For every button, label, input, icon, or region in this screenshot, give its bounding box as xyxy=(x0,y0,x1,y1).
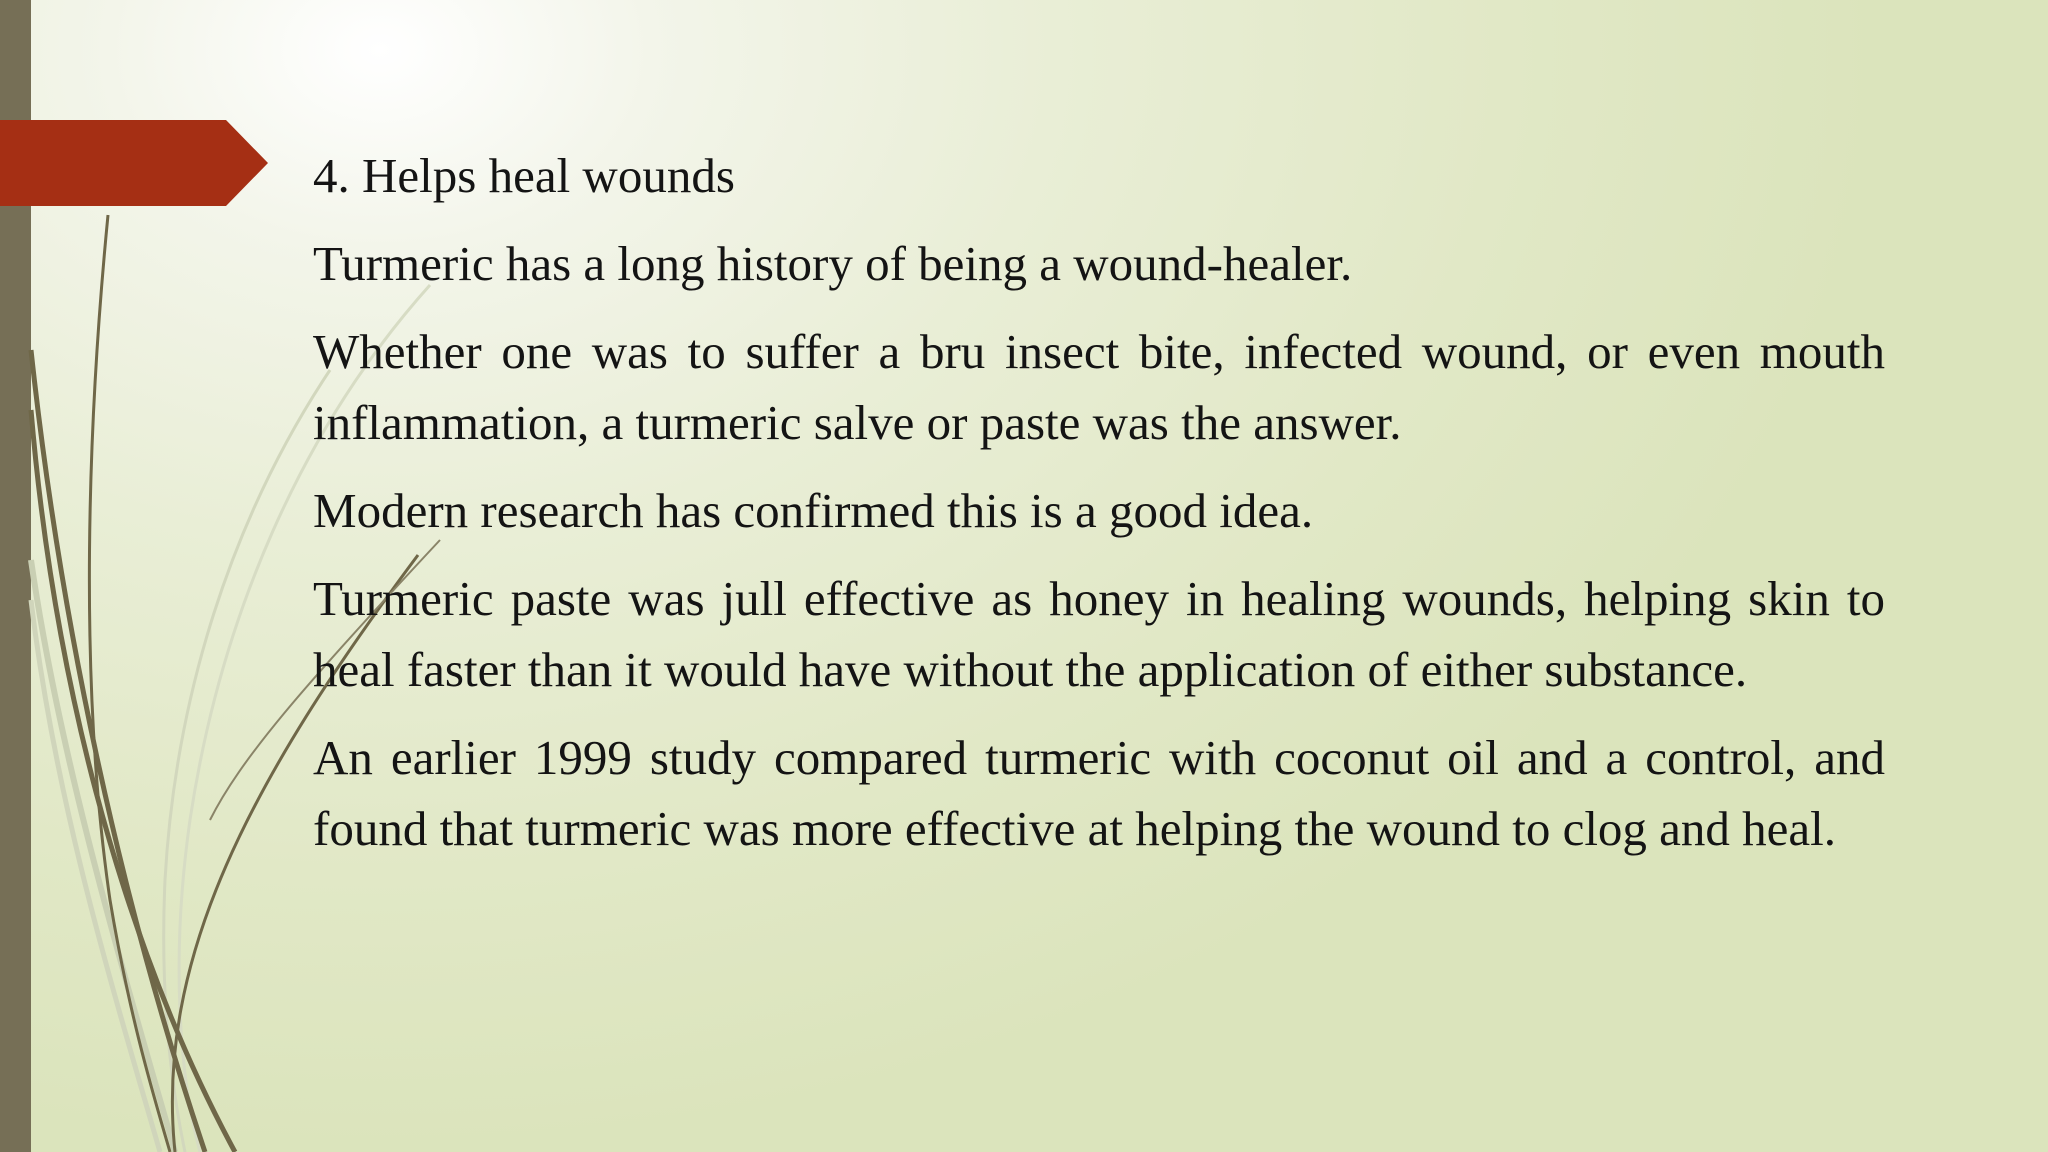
slide-content xyxy=(313,140,1885,881)
paragraph-4: Turmeric paste was jull effective as honey in healing wounds, helping skin to heal faster than it would have without the application of either substance. xyxy=(313,571,1885,697)
paragraph-1: Turmeric has a long history of being a wound-healer. xyxy=(313,236,1353,291)
paragraph-3: Modern research has confirmed this is a good idea. xyxy=(313,483,1314,538)
title-arrow-tab xyxy=(0,120,268,206)
slide-heading: 4. Helps heal wounds xyxy=(313,148,735,203)
paragraph-5: An earlier 1999 study compared turmeric with coconut oil and a control, and found that turmeric was more effective at helping the wound to clog and heal. xyxy=(313,730,1885,856)
paragraph-2: Whether one was to suffer a bru insect bite, infected wound, or even mouth inflammation, a turmeric salve or paste was the answer. xyxy=(313,324,1885,450)
